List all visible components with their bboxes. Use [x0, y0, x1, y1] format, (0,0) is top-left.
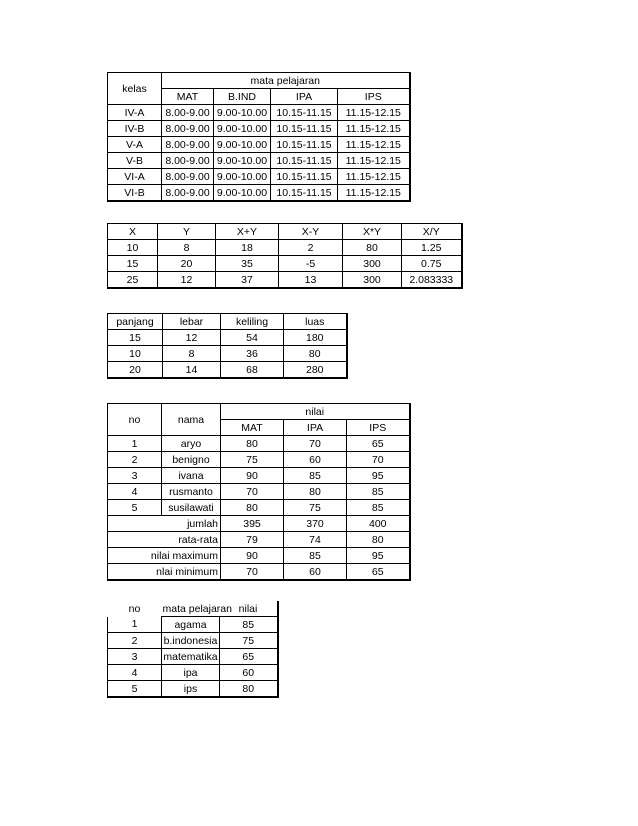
schedule-cell: 10.15-11.15	[271, 137, 338, 153]
table-row	[108, 681, 278, 698]
table-row	[108, 105, 410, 121]
arith-cell: -5	[279, 256, 343, 272]
table-row	[108, 169, 410, 185]
subjects-value-cell: 75	[220, 633, 278, 649]
rect-header: luas	[284, 314, 347, 330]
grades-summary-cell: 65	[347, 564, 410, 581]
grades-cell: 75	[221, 452, 284, 468]
arith-cell: 300	[343, 272, 402, 289]
grades-summary-cell: 60	[284, 564, 347, 581]
subjects-value-cell: 65	[220, 649, 278, 665]
grades-summary-cell: 70	[221, 564, 284, 581]
arith-cell: 25	[108, 272, 158, 289]
table-row	[108, 532, 410, 548]
grades-summary-cell: 95	[347, 548, 410, 564]
table-row	[108, 548, 410, 564]
subjects-no-cell: 5	[108, 681, 162, 698]
grades-cell: 75	[284, 500, 347, 516]
schedule-cell: 9.00-10.00	[214, 137, 271, 153]
rect-cell: 180	[284, 330, 347, 346]
grades-cell: 85	[347, 500, 410, 516]
grades-name-cell: benigno	[162, 452, 221, 468]
table-row	[108, 617, 278, 633]
grades-cell: 70	[347, 452, 410, 468]
schedule-cell: 9.00-10.00	[214, 169, 271, 185]
rect-cell: 54	[221, 330, 284, 346]
schedule-kelas-cell: V-B	[108, 153, 162, 169]
table-row	[108, 516, 410, 532]
schedule-kelas-cell: V-A	[108, 137, 162, 153]
arithmetic-table	[107, 223, 463, 289]
grades-cell: 70	[221, 484, 284, 500]
grades-summary-label: nlai minimum	[108, 564, 221, 581]
subjects-name-cell: matematika	[163, 650, 218, 663]
schedule-cell: 9.00-10.00	[214, 105, 271, 121]
arith-header: X/Y	[402, 224, 462, 240]
schedule-col-header: B.IND	[214, 89, 271, 105]
grades-cell: 85	[347, 484, 410, 500]
subjects-no-cell: 3	[108, 649, 162, 665]
grades-name-cell: aryo	[162, 436, 221, 452]
table-row	[108, 272, 462, 289]
arith-cell: 35	[216, 256, 279, 272]
table-row	[108, 500, 410, 516]
subjects-value-cell: 85	[220, 617, 278, 633]
subjects-header: no	[128, 602, 141, 615]
subjects-name-cell: ipa	[162, 665, 220, 681]
schedule-col-header: IPA	[271, 89, 338, 105]
grades-summary-label: nilai maximum	[108, 548, 221, 564]
schedule-cell: 11.15-12.15	[338, 153, 410, 169]
grades-cell: 90	[221, 468, 284, 484]
table-row	[108, 436, 410, 452]
subjects-header: nilai	[220, 601, 278, 617]
grades-summary-label: rata-rata	[108, 532, 221, 548]
table-row	[108, 362, 347, 379]
arith-cell: 37	[216, 272, 279, 289]
subjects-table	[107, 601, 279, 698]
arith-cell: 10	[108, 240, 158, 256]
grades-summary-cell: 90	[221, 548, 284, 564]
subjects-header: mata pelajaran	[162, 602, 232, 615]
table-row	[108, 240, 462, 256]
grades-summary-cell: 80	[347, 532, 410, 548]
table-row	[108, 468, 410, 484]
table-row	[108, 564, 410, 581]
table-row	[108, 649, 278, 665]
subjects-no-cell: 2	[108, 633, 162, 649]
grades-table	[107, 403, 411, 581]
grades-group-header: nilai	[221, 404, 410, 420]
table-row	[108, 484, 410, 500]
rect-header: panjang	[108, 314, 163, 330]
grades-no-cell: 4	[108, 484, 162, 500]
subjects-value-cell: 80	[220, 681, 278, 698]
arith-cell: 15	[108, 256, 158, 272]
arith-cell: 20	[158, 256, 216, 272]
rect-cell: 68	[221, 362, 284, 379]
grades-cell: 70	[284, 436, 347, 452]
arith-cell: 2	[279, 240, 343, 256]
grades-subject-header: MAT	[221, 420, 284, 436]
table-row	[108, 330, 347, 346]
arith-header: X+Y	[216, 224, 279, 240]
schedule-cell: 11.15-12.15	[338, 137, 410, 153]
grades-subject-header: IPS	[347, 420, 410, 436]
arith-cell: 80	[343, 240, 402, 256]
schedule-kelas-cell: IV-B	[108, 121, 162, 137]
table-row	[108, 185, 410, 202]
rect-cell: 10	[108, 346, 163, 362]
rect-cell: 36	[221, 346, 284, 362]
arith-cell: 12	[158, 272, 216, 289]
rect-cell: 8	[163, 346, 221, 362]
schedule-kelas-cell: VI-A	[108, 169, 162, 185]
schedule-cell: 9.00-10.00	[214, 121, 271, 137]
subjects-value-cell: 60	[220, 665, 278, 681]
rect-cell: 14	[163, 362, 221, 379]
subjects-name-cell: ips	[162, 681, 220, 698]
schedule-cell: 10.15-11.15	[271, 169, 338, 185]
schedule-kelas-header: kelas	[108, 73, 162, 105]
arith-cell: 18	[216, 240, 279, 256]
grades-subject-header: IPA	[284, 420, 347, 436]
schedule-cell: 8.00-9.00	[162, 137, 214, 153]
grades-no-header: no	[108, 404, 162, 436]
schedule-cell: 9.00-10.00	[214, 153, 271, 169]
grades-cell: 60	[284, 452, 347, 468]
rect-header: keliling	[221, 314, 284, 330]
grades-no-cell: 1	[108, 436, 162, 452]
schedule-cell: 8.00-9.00	[162, 105, 214, 121]
grades-cell: 80	[284, 484, 347, 500]
schedule-cell: 10.15-11.15	[271, 153, 338, 169]
schedule-cell: 8.00-9.00	[162, 169, 214, 185]
subjects-name-cell: agama	[162, 617, 220, 633]
schedule-group-header: mata pelajaran	[162, 73, 410, 89]
schedule-cell: 8.00-9.00	[162, 121, 214, 137]
grades-cell: 95	[347, 468, 410, 484]
schedule-cell: 10.15-11.15	[271, 185, 338, 202]
grades-summary-cell: 85	[284, 548, 347, 564]
rectangle-table	[107, 313, 348, 379]
rect-cell: 15	[108, 330, 163, 346]
schedule-col-header: IPS	[338, 89, 410, 105]
grades-name-cell: ivana	[162, 468, 221, 484]
subjects-no-cell: 4	[108, 665, 162, 681]
arith-header: X*Y	[343, 224, 402, 240]
grades-no-cell: 2	[108, 452, 162, 468]
schedule-col-header: MAT	[162, 89, 214, 105]
schedule-cell: 11.15-12.15	[338, 169, 410, 185]
rect-cell: 80	[284, 346, 347, 362]
grades-cell: 65	[347, 436, 410, 452]
schedule-cell: 8.00-9.00	[162, 185, 214, 202]
arith-cell: 0.75	[402, 256, 462, 272]
table-row	[108, 137, 410, 153]
subjects-name-cell: b.indonesia	[162, 633, 220, 649]
grades-summary-cell: 79	[221, 532, 284, 548]
table-row	[108, 121, 410, 137]
grades-summary-label: jumlah	[108, 516, 221, 532]
arith-cell: 300	[343, 256, 402, 272]
subjects-no-cell: 1	[108, 617, 162, 633]
grades-summary-cell: 395	[221, 516, 284, 532]
grades-no-cell: 3	[108, 468, 162, 484]
rect-header: lebar	[163, 314, 221, 330]
schedule-cell: 11.15-12.15	[338, 121, 410, 137]
rect-cell: 20	[108, 362, 163, 379]
table-row	[108, 256, 462, 272]
grades-name-header: nama	[162, 404, 221, 436]
arith-cell: 13	[279, 272, 343, 289]
table-row	[108, 346, 347, 362]
arith-header: X-Y	[279, 224, 343, 240]
schedule-kelas-cell: VI-B	[108, 185, 162, 202]
table-row	[108, 633, 278, 649]
grades-no-cell: 5	[108, 500, 162, 516]
rect-cell: 280	[284, 362, 347, 379]
arith-header: X	[108, 224, 158, 240]
schedule-kelas-cell: IV-A	[108, 105, 162, 121]
schedule-table	[107, 72, 411, 202]
schedule-cell: 10.15-11.15	[271, 121, 338, 137]
arith-cell: 8	[158, 240, 216, 256]
schedule-cell: 9.00-10.00	[214, 185, 271, 202]
arith-header: Y	[158, 224, 216, 240]
schedule-cell: 11.15-12.15	[338, 105, 410, 121]
grades-summary-cell: 400	[347, 516, 410, 532]
arith-cell: 2.083333	[402, 272, 462, 289]
table-row	[108, 153, 410, 169]
grades-name-cell: rusmanto	[162, 484, 221, 500]
grades-cell: 85	[284, 468, 347, 484]
arith-cell: 1.25	[402, 240, 462, 256]
grades-summary-cell: 370	[284, 516, 347, 532]
grades-name-cell: susilawati	[162, 500, 221, 516]
grades-summary-cell: 74	[284, 532, 347, 548]
table-row	[108, 452, 410, 468]
table-row	[108, 665, 278, 681]
grades-cell: 80	[221, 436, 284, 452]
schedule-cell: 10.15-11.15	[271, 105, 338, 121]
schedule-cell: 11.15-12.15	[338, 185, 410, 202]
grades-cell: 80	[221, 500, 284, 516]
rect-cell: 12	[163, 330, 221, 346]
schedule-cell: 8.00-9.00	[162, 153, 214, 169]
